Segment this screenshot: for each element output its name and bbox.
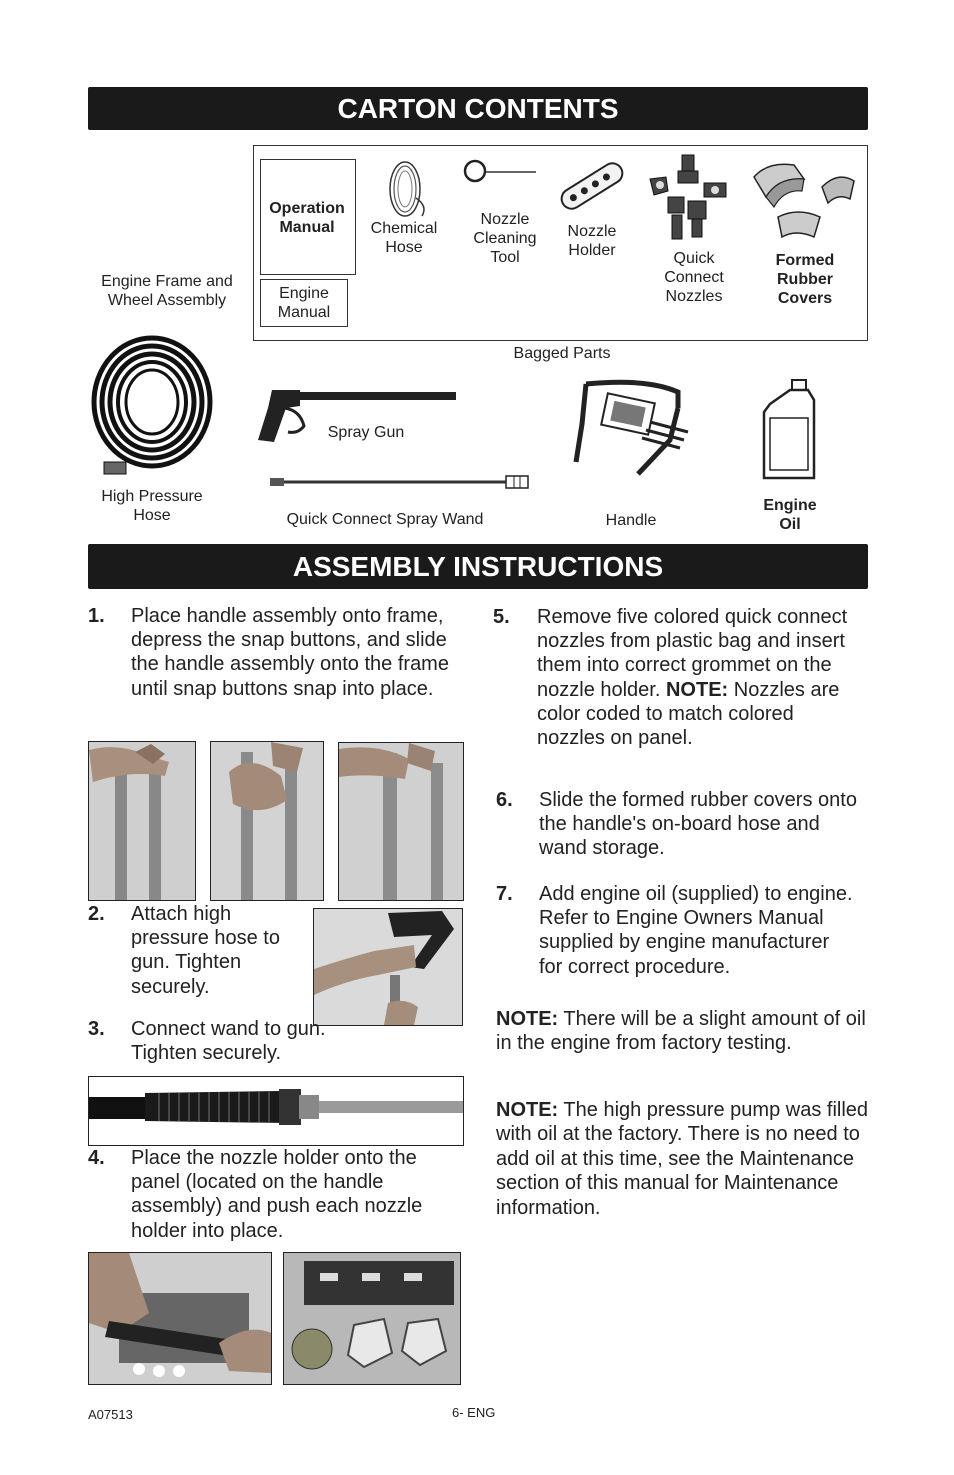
carton-contents-title: CARTON CONTENTS — [337, 93, 619, 124]
step-1-photo-2 — [210, 741, 324, 901]
high-pressure-hose-image — [90, 334, 220, 484]
step-5-note-label: NOTE: — [665, 678, 729, 701]
note-pump-oil-label: NOTE: — [496, 1099, 559, 1121]
assembly-instructions-title: ASSEMBLY INSTRUCTIONS — [292, 551, 664, 582]
page-number: 6- ENG — [452, 1405, 496, 1420]
step-4-number: 4. — [88, 1147, 105, 1169]
note-oil-engine — [496, 1007, 866, 1056]
note-pump-oil — [496, 1098, 870, 1220]
engine-manual-label: Engine Manual — [277, 285, 331, 321]
engine-oil-label: Engine Oil — [763, 497, 817, 533]
handle-image — [566, 378, 696, 478]
step-1-photo-3 — [338, 742, 464, 901]
nozzle-cleaning-tool-label: Nozzle Cleaning Tool — [473, 211, 537, 266]
step-5-number: 5. — [493, 606, 510, 628]
step-4-photo-2 — [283, 1252, 461, 1385]
nozzle-cleaning-tool-image — [462, 158, 538, 186]
step-6-text: Slide the formed rubber covers onto the handle's on-board hose and wand storage. — [539, 789, 857, 860]
high-pressure-hose-label: High Pressure Hose — [101, 488, 203, 524]
engine-oil-image — [760, 378, 818, 482]
step-1-text: Place handle assembly onto frame, depress the snap buttons, and slide the handle assembly onto the frame until snap buttons snap into place. — [131, 605, 449, 700]
step-2-text: Attach high pressure hose to gun. Tighten securely. — [131, 903, 280, 998]
quick-connect-nozzles-label: Quick Connect Nozzles — [664, 250, 724, 305]
chemical-hose-label: Chemical Hose — [370, 220, 438, 256]
note-pump-oil-text: The high pressure pump was filled with oil at the factory. There is no need to add oil at this time, see the Maintenance section of this manual for Maintenance information. — [496, 1099, 869, 1219]
step-3-photo — [88, 1076, 464, 1146]
bagged-parts-label: Bagged Parts — [513, 345, 611, 362]
step-6-number: 6. — [496, 789, 513, 811]
step-5-text — [537, 605, 863, 750]
spray-wand-label: Quick Connect Spray Wand — [286, 511, 484, 528]
spray-gun-label: Spray Gun — [327, 424, 405, 441]
formed-rubber-covers-image — [748, 157, 860, 245]
chemical-hose-image — [378, 158, 438, 220]
carton-contents-banner — [88, 87, 868, 130]
step-3-text: Connect wand to gun. Tighten securely. — [131, 1018, 326, 1065]
quick-connect-nozzles-image — [644, 153, 736, 243]
step-4-photo-1 — [88, 1252, 272, 1385]
step-2-number: 2. — [88, 903, 105, 925]
step-5-text-a: Remove five colored quick connect nozzles from plastic bag and insert them into correct grommet on the nozzle holder. — [537, 606, 848, 701]
note-oil-engine-text: There will be a slight amount of oil in the engine from factory testing. — [496, 1008, 866, 1055]
operation-manual-label: Operation Manual — [269, 200, 345, 236]
step-1-number: 1. — [88, 605, 105, 627]
handle-label: Handle — [605, 512, 657, 529]
formed-rubber-covers-label: Formed Rubber Covers — [775, 252, 835, 307]
step-7-number: 7. — [496, 883, 513, 905]
step-7-text: Add engine oil (supplied) to engine. Refer to Engine Owners Manual supplied by engine manufacturer for correct procedure. — [539, 883, 853, 978]
document-code: A07513 — [88, 1407, 133, 1422]
step-2-photo — [313, 908, 463, 1026]
engine-frame-label: Engine Frame and Wheel Assembly — [101, 273, 233, 309]
spray-wand-image — [270, 474, 530, 490]
assembly-instructions-banner — [88, 544, 868, 589]
step-4-text: Place the nozzle holder onto the panel (located on the handle assembly) and push each nozzle holder into place. — [131, 1147, 423, 1242]
step-3-number: 3. — [88, 1018, 105, 1040]
nozzle-holder-image — [556, 158, 628, 214]
nozzle-holder-label: Nozzle Holder — [567, 223, 617, 259]
step-5-text-b: Nozzles are color coded to match colored nozzles on panel. — [537, 678, 840, 750]
step-1-photo-1 — [88, 741, 196, 901]
note-oil-engine-label: NOTE: — [496, 1008, 559, 1030]
